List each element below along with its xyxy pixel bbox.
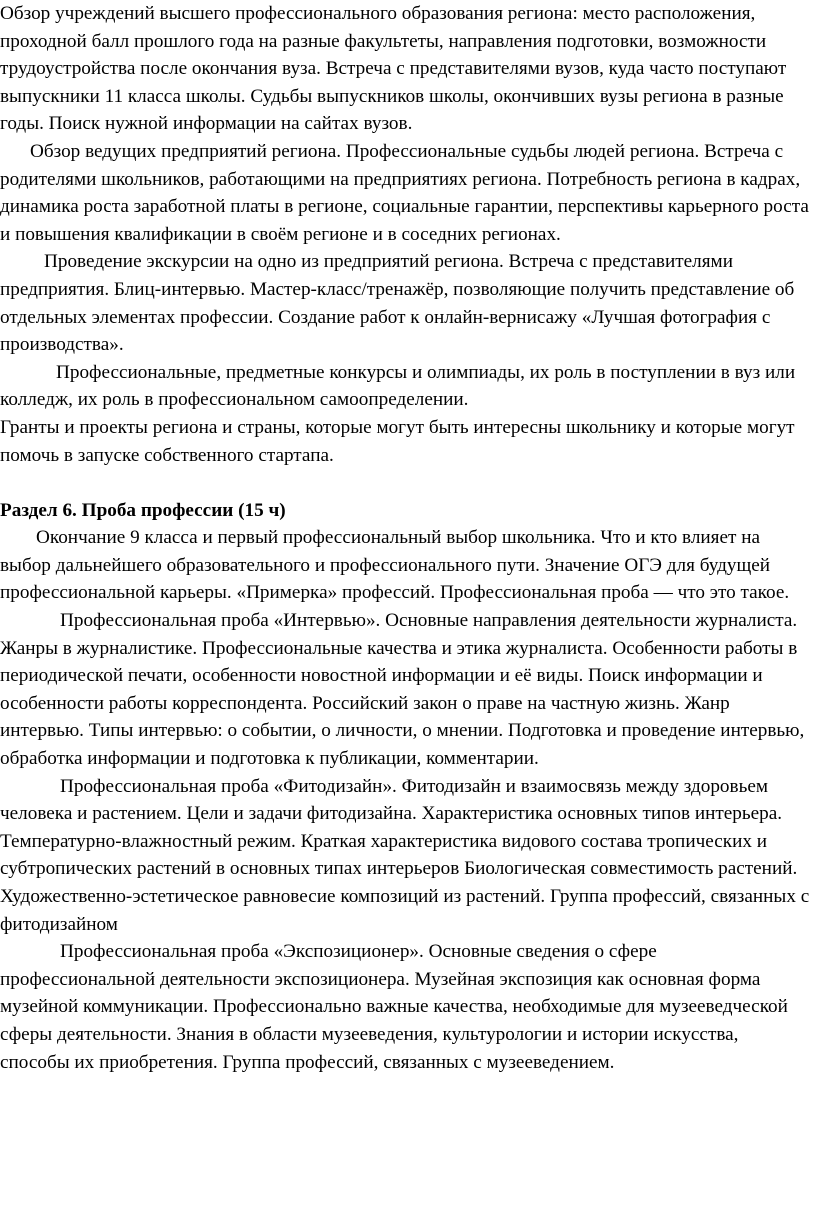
- paragraph-excursion: Проведение экскурсии на одно из предприятий региона. Встреча с представителями предприятия. Блиц-интервью. Мастер-класс/тренажёр, позволяющие получить представление об отдельных элементах профессии. Создание работ к онлайн-вернисажу «Лучшая фотография с производства».: [0, 251, 795, 356]
- paragraph-trial-exhibitor: Профессиональная проба «Экспозиционер». Основные сведения о сфере профессиональной деятельности экспозиционера. Музейная экспозиция как основная форма музейной коммуникации. Профессионально важные качества, необходимые для музееведческой сферы деятельности. Знания в области музееведения, культурологии и истории искусства, способы их приобретения. Группа профессий, связанных с музееведением.: [0, 941, 788, 1073]
- paragraph-competitions: Профессиональные, предметные конкурсы и олимпиады, их роль в поступлении в вуз или колледж, их роль в профессиональном самоопределении.: [0, 361, 796, 411]
- paragraph-university-overview: Обзор учреждений высшего профессионального образования региона: место расположения, проходной балл прошлого года на разные факультеты, направления подготовки, возможности трудоустройства после окончания вуза. Встреча с представителями вузов, куда часто поступают выпускники 11 класса школы. Судьбы выпускников школы, окончивших вузы региона в разные годы. Поиск нужной информации на сайтах вузов.: [0, 3, 787, 135]
- paragraph-trial-phytodesign: Профессиональная проба «Фитодизайн». Фитодизайн и взаимосвязь между здоровьем человека и растением. Цели и задачи фитодизайна. Характеристика основных типов интерьера. Температурно-влажностный режим. Краткая характеристика видового состава тропических и субтропических растений в основных типах интерьеров Биологическая совместимость растений. Художественно-эстетическое равновесие композиций из растений. Группа профессий, связанных с фитодизайном: [0, 775, 810, 935]
- paragraph-trial-interview: Профессиональная проба «Интервью». Основные направления деятельности журналиста. Жанры в журналистике. Профессиональные качества и этика журналиста. Особенности работы в периодической печати, особенности новостной информации и её виды. Поиск информации и особенности работы корреспондента. Российский закон о праве на частную жизнь. Жанр интервью. Типы интервью: о событии, о личности, о мнении. Подготовка и проведение интервью, обработка информации и подготовка к публикации, комментарии.: [0, 610, 805, 770]
- paragraph-grants: Гранты и проекты региона и страны, которые могут быть интересны школьнику и которые могут помочь в запуске собственного стартапа.: [0, 416, 795, 466]
- paragraph-grade-nine-choice: Окончание 9 класса и первый профессиональный выбор школьника. Что и кто влияет на выбор дальнейшего образовательного и профессионального пути. Значение ОГЭ для будущей профессиональной карьеры. «Примерка» профессий. Профессиональная проба — что это такое.: [0, 527, 790, 604]
- paragraph-enterprises-overview: Обзор ведущих предприятий региона. Профессиональные судьбы людей региона. Встреча с родителями школьников, работающими на предприятиях региона. Потребность региона в кадрах, динамика роста заработной платы в регионе, социальные гарантии, перспективы карьерного роста и повышения квалификации в своём регионе и в соседних регионах.: [0, 140, 809, 245]
- section-heading: Раздел 6. Проба профессии (15 ч): [0, 499, 286, 521]
